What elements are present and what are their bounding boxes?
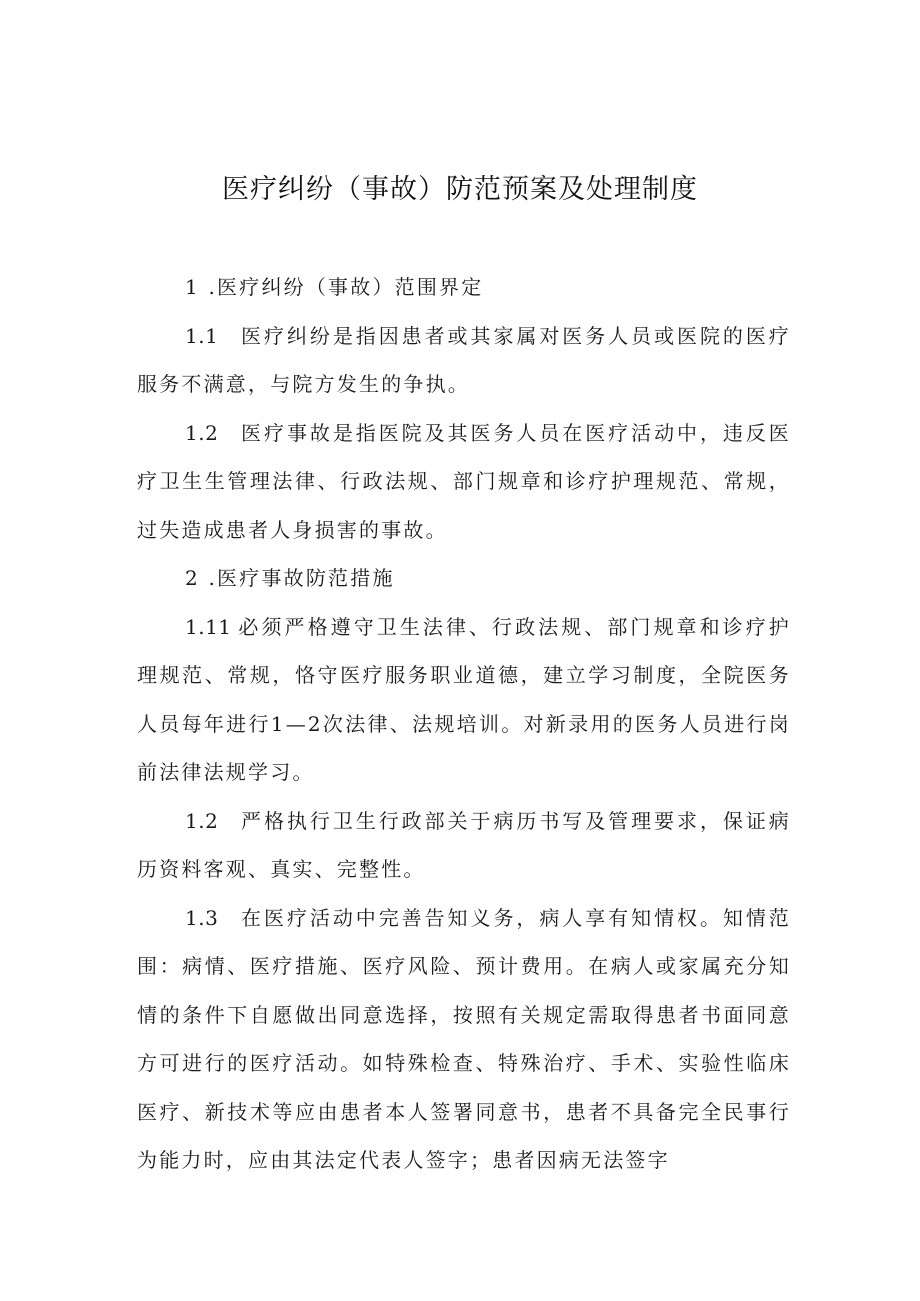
paragraph-1-2-records (137, 797, 791, 894)
paragraph-1-3 (137, 894, 791, 1185)
clause-number: 1.1 (185, 323, 219, 348)
clause-text: 在医疗活动中完善告知义务，病人享有知情权。知情范围：病情、医疗措施、医疗风险、预计费用。在病人或家属充分知情的条件下自愿做出同意选择，按照有关规定需取得患者书面同意方可进行的医疗活动。如特殊检查、特殊治疗、手术、实验性临床医疗、新技术等应由患者本人签署同意书，患者不具备完全民事行为能力时，应由其法定代表人签字；患者因病无法签字 (137, 905, 791, 1172)
paragraph-1-2 (137, 409, 791, 555)
section-heading-scope (137, 263, 791, 312)
clause-number: 1.11 (185, 614, 232, 639)
clause-text: 医疗纠纷是指因患者或其家属对医务人员或医院的医疗服务不满意，与院方发生的争执。 (137, 323, 791, 396)
clause-text: 医疗事故是指医院及其医务人员在医疗活动中，违反医疗卫生生管理法律、行政法规、部门规章和诊疗护理规范、常规，过失造成患者人身损害的事故。 (137, 420, 791, 542)
clause-text: 必须严格遵守卫生法律、行政法规、部门规章和诊疗护理规范、常规，恪守医疗服务职业道德，建立学习制度，全院医务人员每年进行1—2次法律、法规培训。对新录用的医务人员进行岗前法律法规学习。 (137, 614, 791, 784)
paragraph-1-11 (137, 603, 791, 797)
document-body (137, 263, 791, 1185)
clause-number: 1.3 (185, 905, 219, 930)
section-heading-text: 2 .医疗事故防范措施 (185, 566, 395, 590)
clause-number: 1.2 (185, 420, 219, 445)
section-heading-text: 1 .医疗纠纷（事故）范围界定 (185, 275, 484, 299)
section-heading-prevention (137, 554, 791, 603)
clause-number: 1.2 (185, 808, 219, 833)
clause-text: 严格执行卫生行政部关于病历书写及管理要求，保证病历资料客观、真实、完整性。 (137, 808, 791, 881)
page-title: 医疗纠纷（事故）防范预案及处理制度 (222, 174, 698, 205)
paragraph-1-1 (137, 312, 791, 409)
